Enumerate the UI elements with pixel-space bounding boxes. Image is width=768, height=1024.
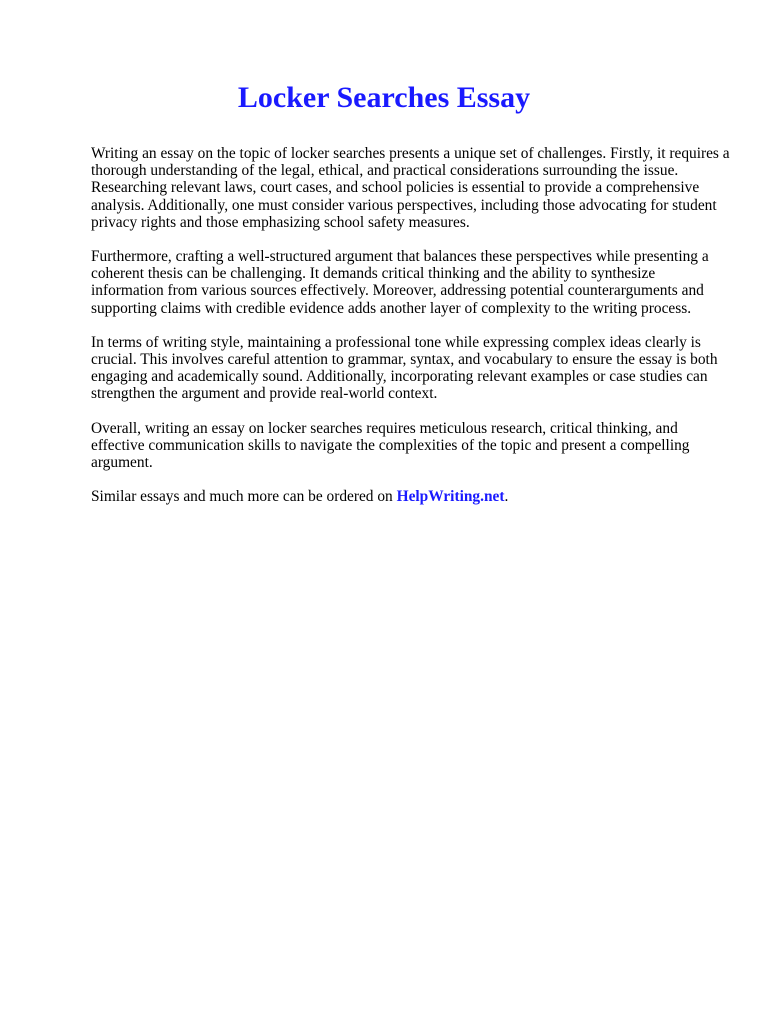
helpwriting-link[interactable]: HelpWriting.net [396,488,505,506]
closing-suffix: . [504,488,509,506]
paragraph-3: In terms of writing style, maintaining a professional tone while expressing complex ideas clearly is crucial. This involves careful attention to grammar, syntax, and vocabulary to ensure the essay is both engaging and academically sound. Additionally, incorporating relevant examples or case studies can strengthen the argument and provide real-world context. [91,333,718,403]
document-title: Locker Searches Essay [237,81,531,114]
closing-line [91,488,731,505]
paragraph-4: Overall, writing an essay on locker searches requires meticulous research, critical thinking, and effective communication skills to navigate the complexities of the topic and present a compelling argument. [91,419,690,472]
paragraph-2: Furthermore, crafting a well-structured argument that balances these perspectives while presenting a coherent thesis can be challenging. It demands critical thinking and the ability to synthesize information from various sources effectively. Moreover, addressing potential counterarguments and supporting claims with credible evidence adds another layer of complexity to the writing process. [91,248,709,317]
document-body [91,145,731,505]
closing-prefix: Similar essays and much more can be ordered on [91,488,397,506]
paragraph-1: Writing an essay on the topic of locker searches presents a unique set of challenges. Firstly, it requires a thorough understanding of the legal, ethical, and practical considerations surrounding the issue. Researching relevant laws, court cases, and school policies is essential to provide a comprehensive analysis. Additionally, one must consider various perspectives, including those advocating for student privacy rights and those emphasizing school safety measures. [91,145,730,231]
